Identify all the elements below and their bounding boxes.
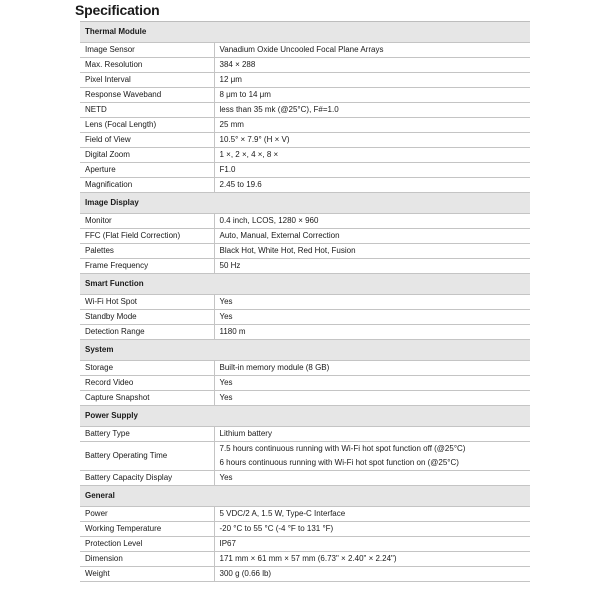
spec-value: IP67: [214, 537, 530, 552]
spec-value: Lithium battery: [214, 427, 530, 442]
spec-value: 10.5° × 7.9° (H × V): [214, 133, 530, 148]
spec-label: Magnification: [80, 178, 214, 193]
spec-value: 50 Hz: [214, 259, 530, 274]
section-header-row: [80, 22, 530, 43]
spec-row: [80, 537, 530, 552]
spec-value: 2.45 to 19.6: [214, 178, 530, 193]
spec-row: [80, 178, 530, 193]
spec-label: Capture Snapshot: [80, 391, 214, 406]
section-title: Image Display: [80, 193, 530, 214]
spec-label: NETD: [80, 103, 214, 118]
section-title: Smart Function: [80, 274, 530, 295]
spec-value: 1 ×, 2 ×, 4 ×, 8 ×: [214, 148, 530, 163]
spec-value: 8 μm to 14 μm: [214, 88, 530, 103]
spec-value: 171 mm × 61 mm × 57 mm (6.73" × 2.40" × 2.24"): [214, 552, 530, 567]
spec-label: Pixel Interval: [80, 73, 214, 88]
spec-row: [80, 325, 530, 340]
spec-value: 384 × 288: [214, 58, 530, 73]
spec-row: [80, 567, 530, 582]
spec-row: [80, 295, 530, 310]
spec-label: Image Sensor: [80, 43, 214, 58]
section-header-row: [80, 486, 530, 507]
spec-label: FFC (Flat Field Correction): [80, 229, 214, 244]
spec-label: Lens (Focal Length): [80, 118, 214, 133]
spec-value-line: 7.5 hours continuous running with Wi-Fi hot spot function off (@25°C): [219, 444, 466, 453]
spec-value: Black Hot, White Hot, Red Hot, Fusion: [214, 244, 530, 259]
section-title: General: [80, 486, 530, 507]
spec-value: 0.4 inch, LCOS, 1280 × 960: [214, 214, 530, 229]
spec-value: less than 35 mk (@25°C), F#=1.0: [214, 103, 530, 118]
spec-value: 5 VDC/2 A, 1.5 W, Type-C Interface: [214, 507, 530, 522]
spec-label: Detection Range: [80, 325, 214, 340]
section-header-row: [80, 340, 530, 361]
spec-label: Protection Level: [80, 537, 214, 552]
spec-value: -20 °C to 55 °C (-4 °F to 131 °F): [214, 522, 530, 537]
spec-label: Digital Zoom: [80, 148, 214, 163]
spec-value: 12 μm: [214, 73, 530, 88]
section-header-row: [80, 406, 530, 427]
spec-label: Max. Resolution: [80, 58, 214, 73]
spec-label: Aperture: [80, 163, 214, 178]
spec-label: Frame Frequency: [80, 259, 214, 274]
spec-label: Battery Type: [80, 427, 214, 442]
spec-value: [214, 442, 530, 471]
section-header-row: [80, 193, 530, 214]
spec-value: Yes: [214, 376, 530, 391]
section-title: Power Supply: [80, 406, 530, 427]
spec-label: Battery Operating Time: [80, 442, 214, 471]
spec-row: [80, 442, 530, 471]
spec-row: [80, 214, 530, 229]
spec-value: Auto, Manual, External Correction: [214, 229, 530, 244]
spec-row: [80, 163, 530, 178]
spec-label: Response Waveband: [80, 88, 214, 103]
spec-row: [80, 118, 530, 133]
page-title: Specification: [75, 2, 160, 18]
spec-label: Wi-Fi Hot Spot: [80, 295, 214, 310]
spec-row: [80, 259, 530, 274]
spec-label: Field of View: [80, 133, 214, 148]
spec-label: Working Temperature: [80, 522, 214, 537]
spec-row: [80, 244, 530, 259]
spec-row: [80, 133, 530, 148]
spec-label: Record Video: [80, 376, 214, 391]
spec-row: [80, 427, 530, 442]
spec-value-line: 6 hours continuous running with Wi-Fi hot spot function on (@25°C): [219, 458, 459, 467]
spec-label: Dimension: [80, 552, 214, 567]
spec-row: [80, 471, 530, 486]
spec-table-body: [80, 22, 530, 582]
spec-row: [80, 391, 530, 406]
spec-label: Power: [80, 507, 214, 522]
spec-row: [80, 43, 530, 58]
spec-row: [80, 361, 530, 376]
spec-label: Monitor: [80, 214, 214, 229]
spec-value: Yes: [214, 295, 530, 310]
spec-value: Built-in memory module (8 GB): [214, 361, 530, 376]
spec-label: Standby Mode: [80, 310, 214, 325]
spec-table: [80, 21, 530, 582]
spec-label: Palettes: [80, 244, 214, 259]
section-header-row: [80, 274, 530, 295]
spec-label: Battery Capacity Display: [80, 471, 214, 486]
spec-value: F1.0: [214, 163, 530, 178]
spec-row: [80, 88, 530, 103]
spec-row: [80, 552, 530, 567]
spec-row: [80, 310, 530, 325]
spec-value: Yes: [214, 471, 530, 486]
spec-row: [80, 148, 530, 163]
spec-value: Yes: [214, 310, 530, 325]
spec-row: [80, 103, 530, 118]
spec-value: Yes: [214, 391, 530, 406]
section-title: Thermal Module: [80, 22, 530, 43]
spec-value: 300 g (0.66 lb): [214, 567, 530, 582]
section-title: System: [80, 340, 530, 361]
spec-row: [80, 376, 530, 391]
spec-value: Vanadium Oxide Uncooled Focal Plane Arrays: [214, 43, 530, 58]
spec-value: 25 mm: [214, 118, 530, 133]
spec-value: 1180 m: [214, 325, 530, 340]
spec-row: [80, 229, 530, 244]
spec-row: [80, 522, 530, 537]
spec-label: Weight: [80, 567, 214, 582]
spec-row: [80, 73, 530, 88]
spec-label: Storage: [80, 361, 214, 376]
spec-row: [80, 507, 530, 522]
spec-row: [80, 58, 530, 73]
